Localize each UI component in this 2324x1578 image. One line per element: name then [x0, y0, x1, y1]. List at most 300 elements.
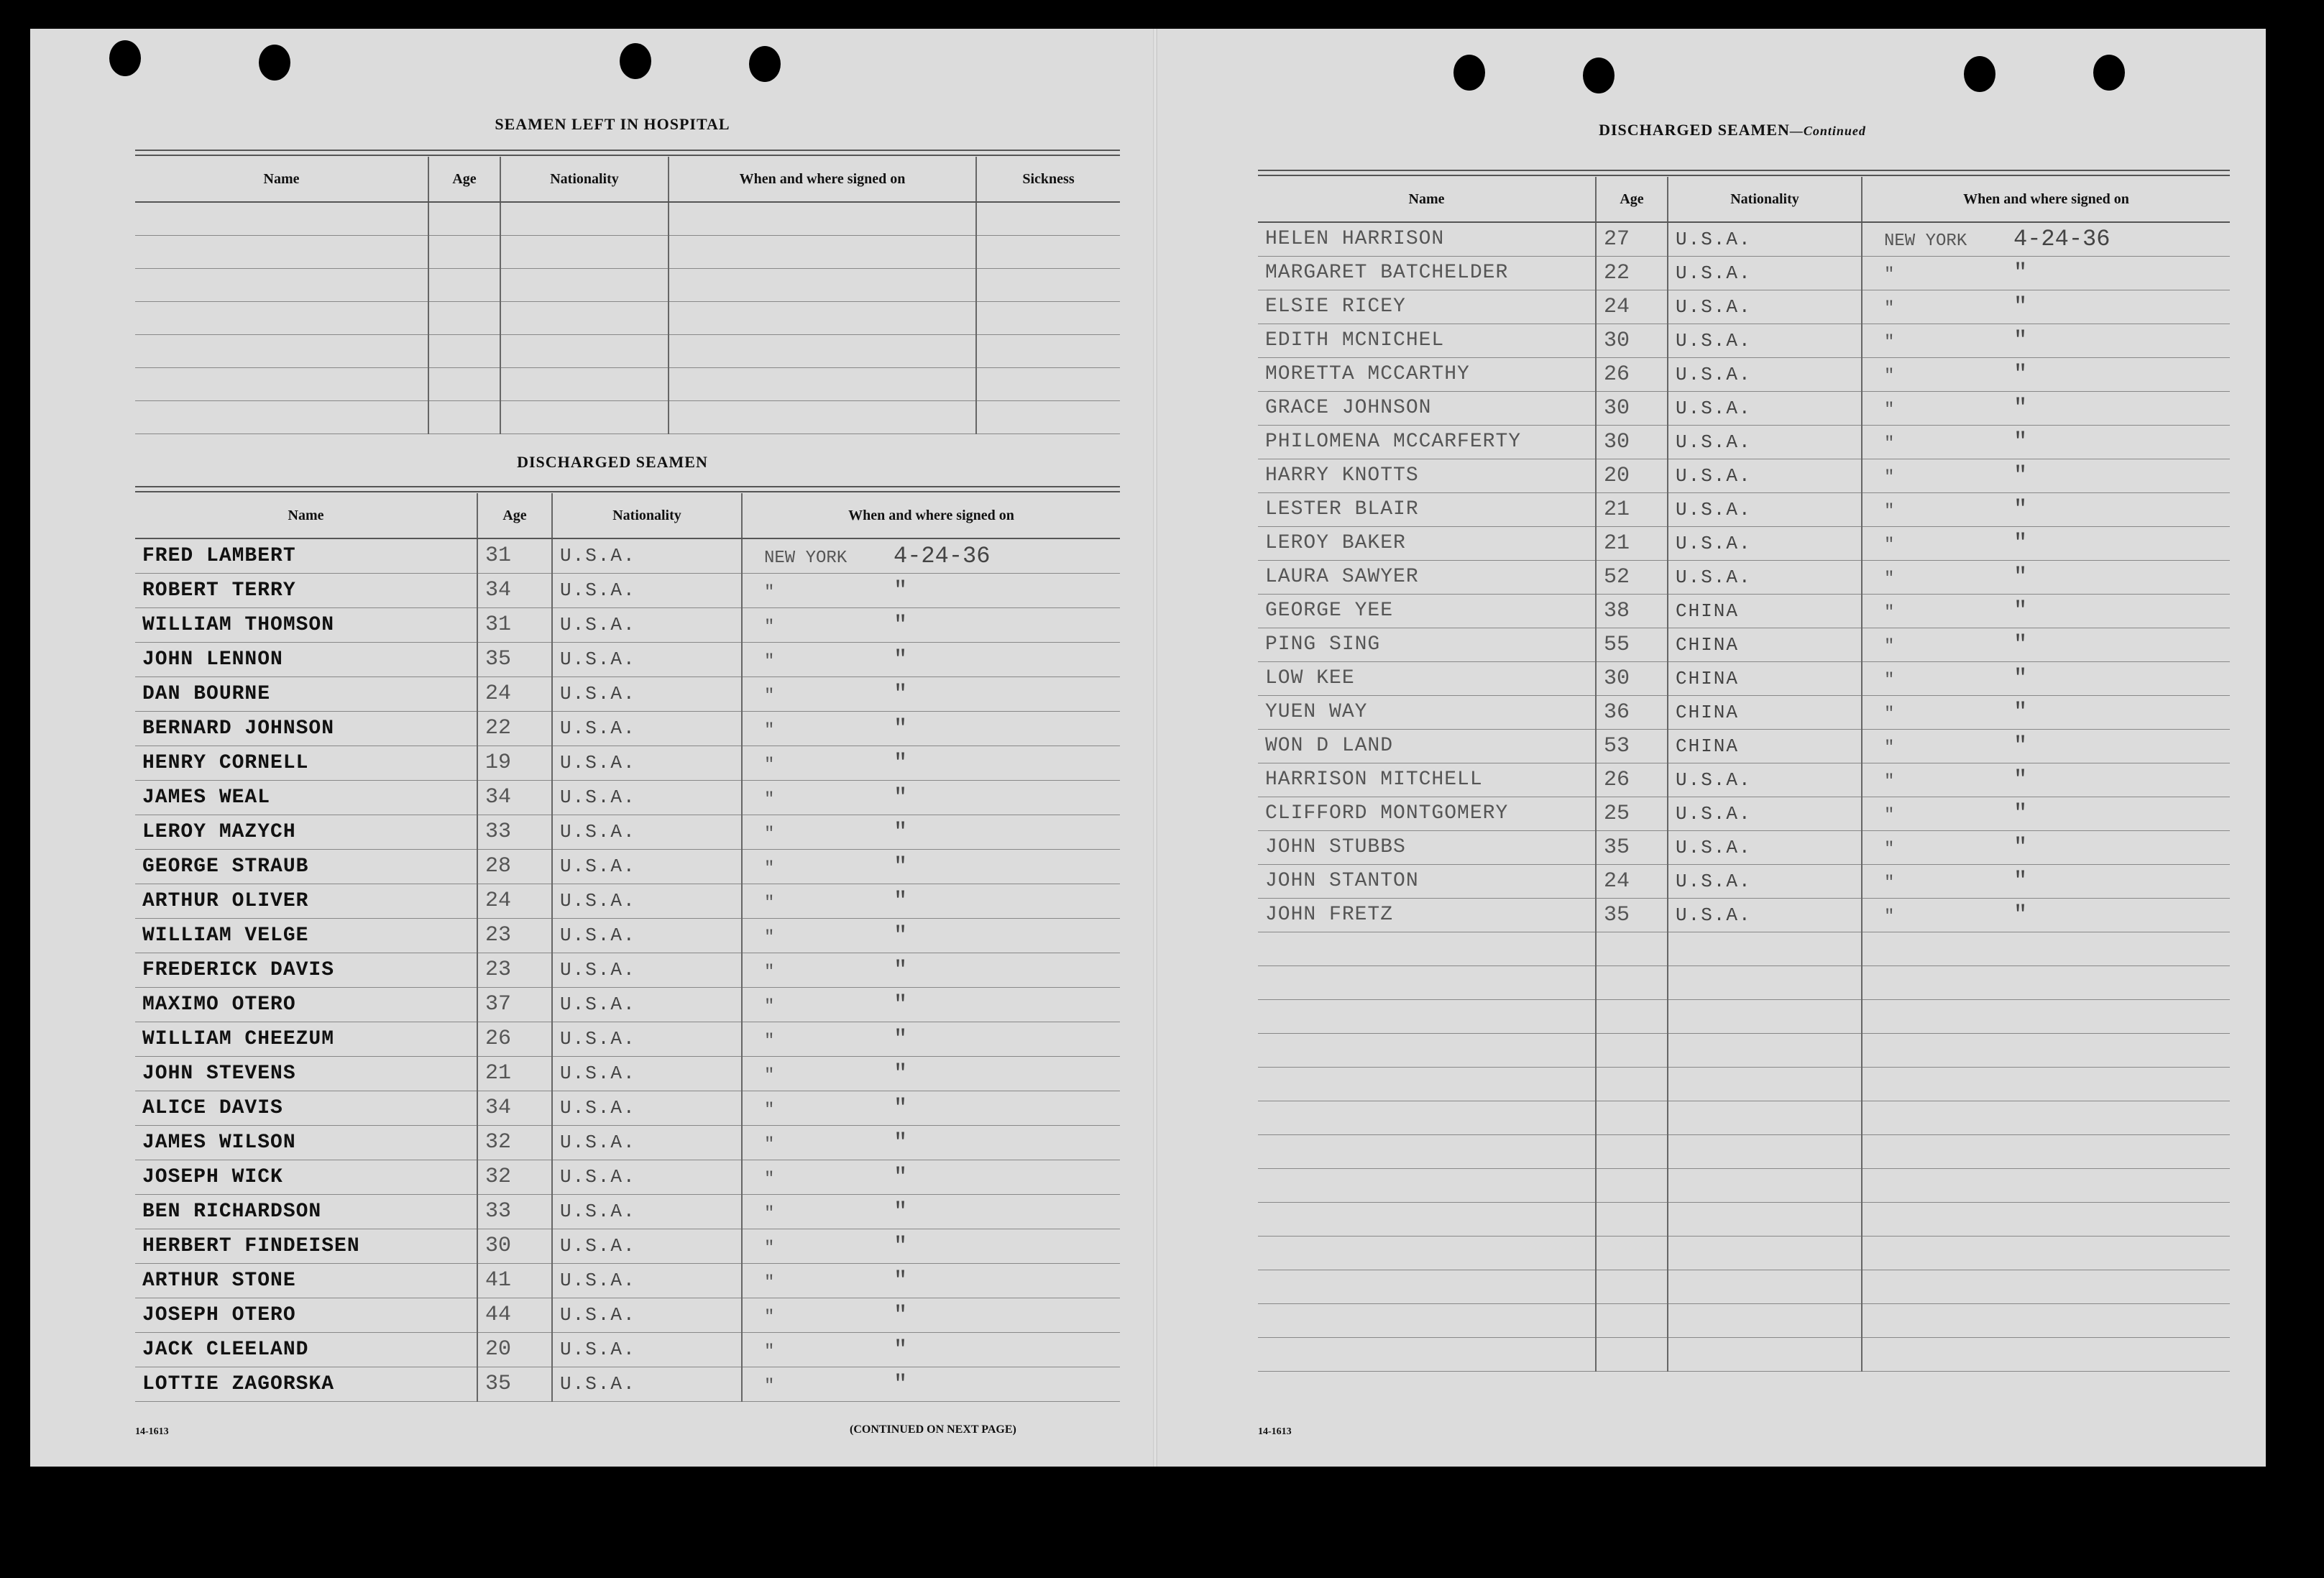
cell-age: 24 — [1596, 864, 1668, 898]
blank-cell — [1668, 1270, 1862, 1303]
signed-date: " — [2013, 530, 2028, 556]
signed-place: " — [764, 824, 775, 844]
table-row — [135, 1229, 1120, 1263]
discharged-header-signed: When and where signed on — [742, 493, 1120, 538]
cell-age: 22 — [477, 711, 552, 746]
blank-cell — [1596, 1337, 1668, 1371]
cell-signed — [742, 780, 1120, 815]
signed-date: " — [2013, 564, 2028, 590]
continued-header-name: Name — [1258, 177, 1596, 222]
cell-age: 34 — [477, 573, 552, 607]
table-row — [1258, 425, 2230, 459]
signed-date: " — [894, 1336, 908, 1363]
table-row — [1258, 830, 2230, 864]
signed-place: " — [764, 927, 775, 948]
table-row — [135, 1194, 1120, 1229]
blank-cell — [1862, 1134, 2230, 1168]
signed-date: " — [894, 1129, 908, 1156]
cell-name: LOTTIE ZAGORSKA — [135, 1367, 477, 1401]
blank-cell — [1668, 965, 1862, 999]
cell-nationality: U.S.A. — [552, 1332, 742, 1367]
cell-nationality: U.S.A. — [1668, 324, 1862, 357]
signed-date: " — [894, 818, 908, 845]
continued-title-main: DISCHARGED SEAMEN — [1599, 121, 1790, 139]
cell-age: 33 — [477, 815, 552, 849]
cell-signed — [742, 1125, 1120, 1160]
cell-nationality: U.S.A. — [552, 1194, 742, 1229]
cell-nationality: U.S.A. — [552, 1367, 742, 1401]
blank-cell — [1596, 1033, 1668, 1067]
cell-nationality: U.S.A. — [552, 1298, 742, 1332]
blank-cell — [1862, 1236, 2230, 1270]
table-row — [1258, 560, 2230, 594]
cell-nationality: CHINA — [1668, 594, 1862, 628]
table-row — [135, 780, 1120, 815]
hospital-header-nationality: Nationality — [500, 157, 669, 202]
blank-cell — [1258, 1236, 1596, 1270]
blank-cell — [1862, 1101, 2230, 1134]
signed-place: NEW YORK — [1884, 231, 1967, 252]
signed-place: " — [1884, 873, 1895, 893]
discharged-top-rule — [135, 486, 1120, 492]
cell-name: PHILOMENA MCCARFERTY — [1258, 425, 1596, 459]
form-number: 14-1613 — [135, 1426, 169, 1437]
blank-cell — [1258, 1168, 1596, 1202]
blank-cell — [1258, 1033, 1596, 1067]
cell-nationality: U.S.A. — [552, 1125, 742, 1160]
signed-date: " — [2013, 327, 2028, 354]
signed-date: " — [894, 1267, 908, 1294]
cell-signed — [742, 918, 1120, 953]
signed-place: " — [764, 1100, 775, 1120]
cell-signed — [1862, 864, 2230, 898]
signed-place: " — [764, 1272, 775, 1293]
table-row — [1258, 222, 2230, 256]
cell-age: 30 — [1596, 661, 1668, 695]
cell-age: 31 — [477, 607, 552, 642]
cell-age: 32 — [477, 1160, 552, 1194]
cell-nationality: U.S.A. — [552, 815, 742, 849]
cell-nationality: U.S.A. — [1668, 898, 1862, 932]
table-row — [135, 1091, 1120, 1125]
cell-name: HENRY CORNELL — [135, 746, 477, 780]
cell-signed — [742, 815, 1120, 849]
blank-cell — [1596, 999, 1668, 1033]
hospital-header-name: Name — [135, 157, 428, 202]
cell-age: 21 — [1596, 526, 1668, 560]
blank-cell — [1258, 1101, 1596, 1134]
cell-signed — [742, 1194, 1120, 1229]
blank-cell — [1596, 1303, 1668, 1337]
signed-date: " — [894, 887, 908, 914]
cell-nationality: CHINA — [1668, 661, 1862, 695]
cell-signed — [1862, 898, 2230, 932]
cell-signed — [1862, 594, 2230, 628]
cell-age: 20 — [477, 1332, 552, 1367]
table-row — [135, 987, 1120, 1022]
table-row — [1258, 594, 2230, 628]
signed-place: " — [1884, 333, 1895, 352]
blank-row — [135, 334, 1120, 367]
cell-nationality: U.S.A. — [1668, 830, 1862, 864]
cell-nationality: U.S.A. — [1668, 763, 1862, 797]
blank-cell — [1668, 932, 1862, 965]
blank-cell — [428, 367, 500, 400]
blank-row — [1258, 1270, 2230, 1303]
cell-age: 19 — [477, 746, 552, 780]
cell-age: 38 — [1596, 594, 1668, 628]
signed-date: " — [894, 1060, 908, 1087]
signed-date: " — [2013, 665, 2028, 692]
cell-signed — [742, 1332, 1120, 1367]
signed-place: " — [1884, 468, 1895, 487]
discharged-header-nationality: Nationality — [552, 493, 742, 538]
blank-cell — [976, 334, 1120, 367]
blank-cell — [1862, 1033, 2230, 1067]
table-row — [1258, 256, 2230, 290]
cell-signed — [742, 987, 1120, 1022]
cell-age: 31 — [477, 538, 552, 573]
cell-age: 26 — [1596, 357, 1668, 391]
blank-cell — [1668, 1067, 1862, 1101]
table-row — [1258, 763, 2230, 797]
cell-age: 23 — [477, 918, 552, 953]
cell-nationality: CHINA — [1668, 695, 1862, 729]
blank-cell — [669, 202, 976, 235]
cell-signed — [742, 1263, 1120, 1298]
cell-signed — [742, 1367, 1120, 1401]
continued-note: (CONTINUED ON NEXT PAGE) — [850, 1423, 1016, 1436]
blank-cell — [1862, 1270, 2230, 1303]
cell-name: ROBERT TERRY — [135, 573, 477, 607]
signed-date: " — [2013, 293, 2028, 320]
signed-date: " — [894, 680, 908, 707]
blank-cell — [500, 334, 669, 367]
blank-cell — [135, 334, 428, 367]
cell-nationality: U.S.A. — [552, 1022, 742, 1056]
signed-place: " — [1884, 569, 1895, 589]
cell-signed — [742, 1091, 1120, 1125]
blank-cell — [1862, 999, 2230, 1033]
cell-age: 52 — [1596, 560, 1668, 594]
blank-cell — [500, 367, 669, 400]
blank-row — [1258, 1033, 2230, 1067]
cell-name: HELEN HARRISON — [1258, 222, 1596, 256]
continued-rows — [1258, 222, 2230, 1371]
blank-cell — [1596, 1067, 1668, 1101]
signed-place: " — [1884, 367, 1895, 386]
cell-nationality: U.S.A. — [552, 711, 742, 746]
page-fold — [1153, 29, 1157, 1467]
signed-place: " — [1884, 637, 1895, 656]
signed-date: " — [2013, 496, 2028, 523]
cell-signed — [1862, 222, 2230, 256]
cell-nationality: U.S.A. — [1668, 459, 1862, 492]
table-row — [1258, 729, 2230, 763]
signed-place: " — [764, 755, 775, 775]
cell-name: HERBERT FINDEISEN — [135, 1229, 477, 1263]
cell-signed — [1862, 256, 2230, 290]
cell-signed — [742, 573, 1120, 607]
signed-date: " — [894, 1163, 908, 1191]
hospital-header-sickness: Sickness — [976, 157, 1120, 202]
cell-signed — [742, 642, 1120, 676]
signed-place: " — [1884, 502, 1895, 521]
cell-signed — [1862, 459, 2230, 492]
signed-date: " — [2013, 834, 2028, 861]
cell-age: 34 — [477, 780, 552, 815]
blank-cell — [669, 268, 976, 301]
signed-date: " — [894, 1370, 908, 1398]
table-row — [135, 607, 1120, 642]
blank-cell — [976, 235, 1120, 268]
cell-name: WON D LAND — [1258, 729, 1596, 763]
cell-nationality: U.S.A. — [1668, 864, 1862, 898]
signed-date: 4-24-36 — [894, 542, 991, 569]
signed-date: " — [2013, 597, 2028, 624]
blank-cell — [669, 334, 976, 367]
table-row — [1258, 324, 2230, 357]
signed-date: " — [894, 611, 908, 638]
blank-cell — [1258, 1202, 1596, 1236]
hospital-section-title: SEAMEN LEFT IN HOSPITAL — [495, 115, 730, 133]
blank-cell — [500, 202, 669, 235]
cell-signed — [1862, 797, 2230, 830]
signed-date: " — [2013, 395, 2028, 421]
blank-cell — [1596, 932, 1668, 965]
cell-nationality: U.S.A. — [552, 918, 742, 953]
signed-date: " — [2013, 631, 2028, 658]
form-number-right: 14-1613 — [1258, 1426, 1292, 1437]
signed-date: " — [2013, 902, 2028, 928]
blank-cell — [1668, 1033, 1862, 1067]
cell-signed — [1862, 661, 2230, 695]
signed-date: " — [894, 784, 908, 811]
table-row — [135, 1298, 1120, 1332]
blank-cell — [428, 334, 500, 367]
signed-place: " — [1884, 434, 1895, 454]
table-row — [1258, 391, 2230, 425]
blank-row — [1258, 999, 2230, 1033]
hospital-header-signed: When and where signed on — [669, 157, 976, 202]
blank-cell — [669, 367, 976, 400]
signed-place: " — [764, 893, 775, 913]
cell-signed — [742, 676, 1120, 711]
signed-date: " — [2013, 800, 2028, 827]
cell-signed — [742, 746, 1120, 780]
signed-date: " — [894, 646, 908, 673]
cell-name: ALICE DAVIS — [135, 1091, 477, 1125]
cell-age: 41 — [477, 1263, 552, 1298]
table-row — [135, 538, 1120, 573]
cell-nationality: U.S.A. — [552, 884, 742, 918]
blank-row — [1258, 1236, 2230, 1270]
blank-cell — [1258, 1270, 1596, 1303]
left-page — [102, 29, 1123, 1467]
blank-cell — [976, 301, 1120, 334]
cell-name: LOW KEE — [1258, 661, 1596, 695]
signed-date: " — [894, 1232, 908, 1260]
cell-name: JOHN STEVENS — [135, 1056, 477, 1091]
cell-nationality: CHINA — [1668, 729, 1862, 763]
cell-signed — [1862, 526, 2230, 560]
discharged-table — [135, 493, 1120, 1402]
blank-row — [135, 301, 1120, 334]
discharged-header-name: Name — [135, 493, 477, 538]
table-row — [135, 1367, 1120, 1401]
cell-name: MORETTA MCCARTHY — [1258, 357, 1596, 391]
blank-cell — [1258, 999, 1596, 1033]
blank-row — [135, 400, 1120, 434]
signed-place: " — [764, 720, 775, 740]
table-row — [135, 1263, 1120, 1298]
blank-cell — [1862, 1168, 2230, 1202]
cell-nationality: U.S.A. — [1668, 222, 1862, 256]
blank-cell — [1862, 1067, 2230, 1101]
table-row — [1258, 864, 2230, 898]
signed-date: " — [894, 1301, 908, 1329]
discharged-section-title: DISCHARGED SEAMEN — [517, 453, 708, 471]
cell-nationality: U.S.A. — [552, 987, 742, 1022]
signed-place: " — [1884, 299, 1895, 318]
blank-cell — [1258, 965, 1596, 999]
blank-cell — [1596, 1168, 1668, 1202]
cell-name: JAMES WILSON — [135, 1125, 477, 1160]
cell-nationality: U.S.A. — [1668, 797, 1862, 830]
cell-age: 26 — [1596, 763, 1668, 797]
table-row — [1258, 492, 2230, 526]
signed-place: " — [1884, 400, 1895, 420]
blank-cell — [1596, 1202, 1668, 1236]
signed-date: " — [894, 956, 908, 983]
blank-row — [1258, 1168, 2230, 1202]
cell-name: ARTHUR STONE — [135, 1263, 477, 1298]
blank-cell — [428, 202, 500, 235]
cell-age: 24 — [477, 884, 552, 918]
continued-header-nationality: Nationality — [1668, 177, 1862, 222]
blank-cell — [1862, 1202, 2230, 1236]
blank-cell — [1596, 965, 1668, 999]
cell-age: 37 — [477, 987, 552, 1022]
cell-signed — [742, 711, 1120, 746]
hospital-header-age: Age — [428, 157, 500, 202]
cell-name: GEORGE YEE — [1258, 594, 1596, 628]
signed-place: " — [764, 996, 775, 1017]
blank-cell — [976, 367, 1120, 400]
cell-name: PING SING — [1258, 628, 1596, 661]
continued-top-rule — [1258, 170, 2230, 176]
cell-name: JOSEPH WICK — [135, 1160, 477, 1194]
cell-nationality: U.S.A. — [552, 642, 742, 676]
table-row — [1258, 628, 2230, 661]
blank-cell — [135, 301, 428, 334]
cell-signed — [742, 849, 1120, 884]
blank-cell — [1862, 932, 2230, 965]
blank-cell — [428, 400, 500, 434]
cell-signed — [742, 1022, 1120, 1056]
hospital-rows — [135, 202, 1120, 434]
table-row — [135, 676, 1120, 711]
cell-nationality: U.S.A. — [552, 1091, 742, 1125]
signed-place: " — [764, 962, 775, 982]
cell-age: 30 — [1596, 425, 1668, 459]
blank-cell — [1596, 1236, 1668, 1270]
table-row — [135, 1022, 1120, 1056]
table-row — [1258, 695, 2230, 729]
cell-signed — [1862, 425, 2230, 459]
blank-cell — [135, 367, 428, 400]
cell-nationality: U.S.A. — [1668, 391, 1862, 425]
blank-cell — [976, 400, 1120, 434]
signed-place: " — [764, 1065, 775, 1086]
blank-cell — [1862, 1337, 2230, 1371]
hospital-top-rule — [135, 150, 1120, 156]
blank-cell — [428, 301, 500, 334]
signed-place: " — [764, 1134, 775, 1155]
cell-signed — [1862, 830, 2230, 864]
cell-signed — [1862, 763, 2230, 797]
signed-place: " — [764, 617, 775, 637]
cell-name: JOHN LENNON — [135, 642, 477, 676]
signed-date: " — [894, 922, 908, 949]
cell-name: BEN RICHARDSON — [135, 1194, 477, 1229]
cell-name: LESTER BLAIR — [1258, 492, 1596, 526]
signed-date: " — [894, 1025, 908, 1052]
blank-row — [1258, 965, 2230, 999]
signed-date: " — [894, 715, 908, 742]
cell-nationality: U.S.A. — [552, 573, 742, 607]
blank-row — [1258, 1134, 2230, 1168]
cell-nationality: U.S.A. — [552, 1056, 742, 1091]
cell-nationality: U.S.A. — [1668, 526, 1862, 560]
table-row — [135, 849, 1120, 884]
cell-signed — [1862, 695, 2230, 729]
signed-date: 4-24-36 — [2013, 226, 2111, 253]
cell-age: 21 — [477, 1056, 552, 1091]
table-row — [135, 746, 1120, 780]
cell-age: 25 — [1596, 797, 1668, 830]
signed-place: " — [764, 858, 775, 879]
cell-name: HARRISON MITCHELL — [1258, 763, 1596, 797]
signed-place: " — [1884, 907, 1895, 927]
blank-row — [1258, 1303, 2230, 1337]
blank-cell — [1668, 1101, 1862, 1134]
blank-cell — [1668, 1202, 1862, 1236]
signed-date: " — [2013, 766, 2028, 793]
cell-signed — [742, 953, 1120, 987]
cell-name: MAXIMO OTERO — [135, 987, 477, 1022]
cell-nationality: U.S.A. — [1668, 492, 1862, 526]
cell-nationality: CHINA — [1668, 628, 1862, 661]
table-row — [1258, 459, 2230, 492]
blank-row — [135, 202, 1120, 235]
continued-title-suffix: —Continued — [1789, 124, 1866, 138]
signed-place: NEW YORK — [764, 548, 848, 568]
blank-cell — [1862, 965, 2230, 999]
cell-nationality: U.S.A. — [1668, 357, 1862, 391]
blank-cell — [669, 301, 976, 334]
signed-place: " — [1884, 772, 1895, 792]
blank-cell — [1668, 1337, 1862, 1371]
hospital-table — [135, 157, 1120, 434]
cell-signed — [742, 1160, 1120, 1194]
cell-name: JOHN FRETZ — [1258, 898, 1596, 932]
table-row — [135, 1160, 1120, 1194]
table-row — [1258, 526, 2230, 560]
cell-age: 33 — [477, 1194, 552, 1229]
blank-cell — [1668, 1134, 1862, 1168]
continued-table — [1258, 177, 2230, 1372]
